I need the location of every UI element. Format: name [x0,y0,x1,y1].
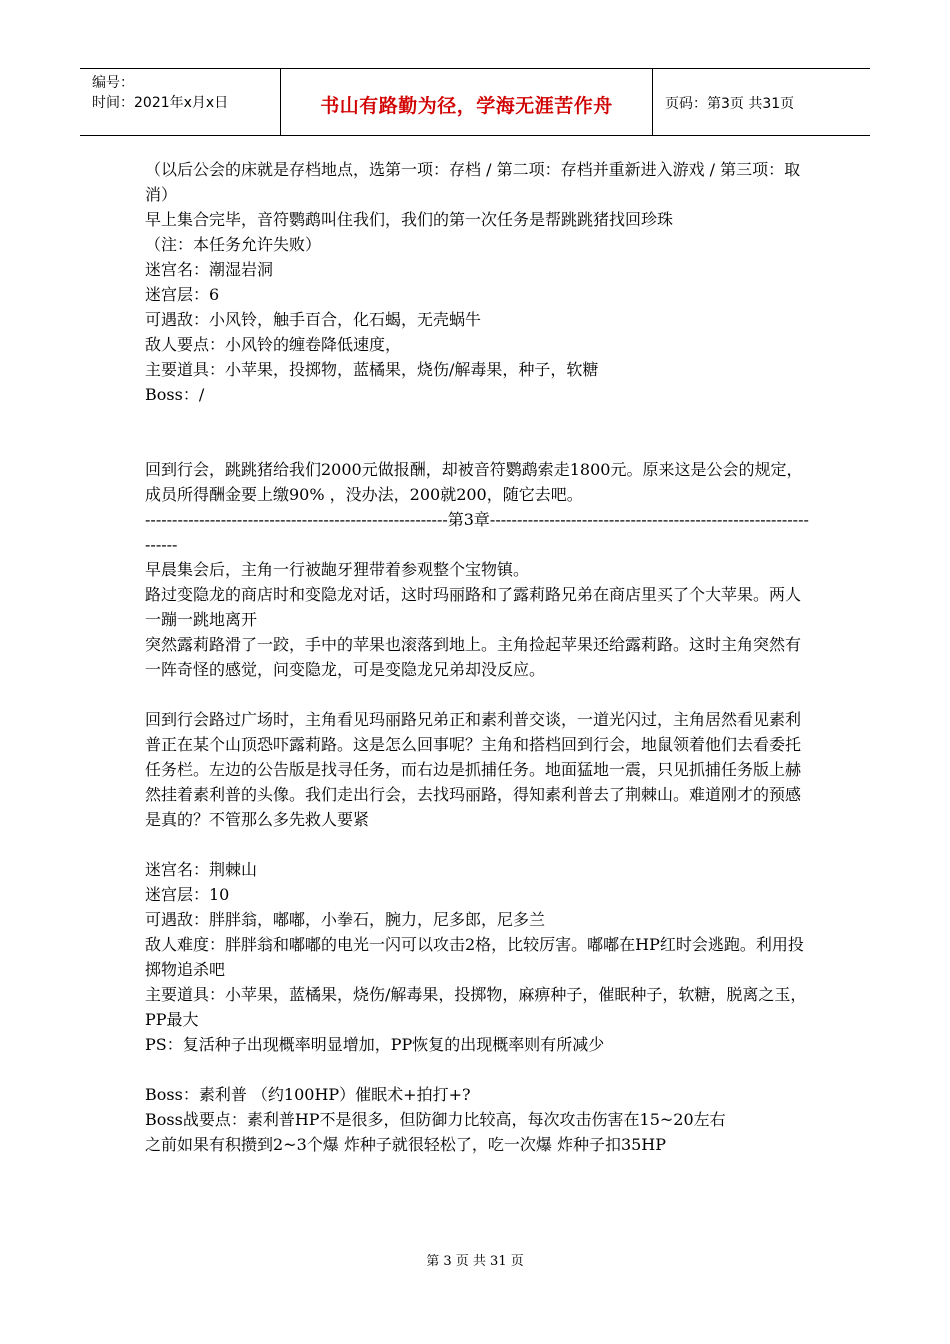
blank-line [145,1057,810,1082]
blank-line [145,407,810,432]
body-line: Boss战要点：素利普HP不是很多，但防御力比较高，每次攻击伤害在15~20左右 [145,1110,726,1129]
body-line: 早上集合完毕，音符鹦鹉叫住我们，我们的第一次任务是帮跳跳猪找回珍珠 [145,210,674,229]
body-line: 迷宫名：荆棘山 [145,860,258,879]
body-line: 迷宫名：潮湿岩洞 [145,260,274,279]
blank-line [145,432,810,457]
body-line: 可遇敌：小风铃，触手百合，化石蝎，无壳蜗牛 [145,310,482,329]
time-label: 时间：2021年x月x日 [92,95,229,111]
body-line: 主要道具：小苹果，投掷物，蓝橘果，烧伤/解毒果，种子，软糖 [145,360,599,379]
body-line: 可遇敌：胖胖翁，嘟嘟，小拳石，腕力，尼多郎，尼多兰 [145,910,546,929]
header-meta [80,69,281,135]
document-body [145,157,810,1157]
body-line: 之前如果有积攒到2~3个爆 炸种子就很轻松了，吃一次爆 炸种子扣35HP [145,1135,667,1154]
body-line: 路过变隐龙的商店时和变隐龙对话，这时玛丽路和了露莉路兄弟在商店里买了个大苹果。两人一蹦一跳地离开 [145,585,802,629]
header-page-info: 页码：第3页 共31页 [665,96,795,112]
body-line: Boss：素利普 （约100HP）催眠术+拍打+? [145,1085,471,1104]
chapter-divider: --------------------------------------------------------第3章----------------------------------------------------------------- [145,510,809,554]
body-line: PS：复活种子出现概率明显增加，PP恢复的出现概率则有所减少 [145,1035,605,1054]
body-line: （注：本任务允许失败） [145,235,322,254]
body-line: 敌人要点：小风铃的缠卷降低速度， [145,335,402,354]
body-line: 早晨集会后，主角一行被龅牙狸带着参观整个宝物镇。 [145,560,530,579]
body-line: Boss：/ [145,385,205,404]
number-label: 编号： [92,75,134,91]
body-line: 敌人难度：胖胖翁和嘟嘟的电光一闪可以攻击2格，比较厉害。嘟嘟在HP红时会逃跑。利用投掷物追杀吧 [145,935,804,979]
body-line: 突然露莉路滑了一跤，手中的苹果也滚落到地上。主角捡起苹果还给露莉路。这时主角突然有一阵奇怪的感觉，问变隐龙，可是变隐龙兄弟却没反应。 [145,635,802,679]
body-line: （以后公会的床就是存档地点，选第一项：存档 / 第二项：存档并重新进入游戏 / 第三项：取消） [145,160,801,204]
page-header [80,68,870,136]
body-line: 回到行会路过广场时，主角看见玛丽路兄弟正和素利普交谈，一道光闪过，主角居然看见素利普正在某个山顶恐吓露莉路。这是怎么回事呢？主角和搭档回到行会，地鼠领着他们去看委托任务栏。左边的公告版是找寻任务，而右边是抓捕任务。地面猛地一震，只见抓捕任务版上赫然挂着素利普的头像。我们走出行会，去找玛丽路，得知素利普去了荆棘山。难道刚才的预感是真的？不管那么多先救人要紧 [145,710,802,829]
body-line: 迷宫层：10 [145,885,230,904]
body-line: 回到行会，跳跳猪给我们2000元做报酬，却被音符鹦鹉索走1800元。原来这是公会的规定，成员所得酬金要上缴90% ，没办法，200就200，随它去吧。 [145,460,803,504]
body-line: 主要道具：小苹果，蓝橘果，烧伤/解毒果，投掷物，麻痹种子，催眠种子，软糖，脱离之玉，PP最大 [145,985,807,1029]
body-line: 迷宫层：6 [145,285,220,304]
page-footer: 第 3 页 共 31 页 [426,1254,524,1269]
header-motto: 书山有路勤为径，学海无涯苦作舟 [281,69,653,135]
blank-line [145,682,810,707]
blank-line [145,832,810,857]
